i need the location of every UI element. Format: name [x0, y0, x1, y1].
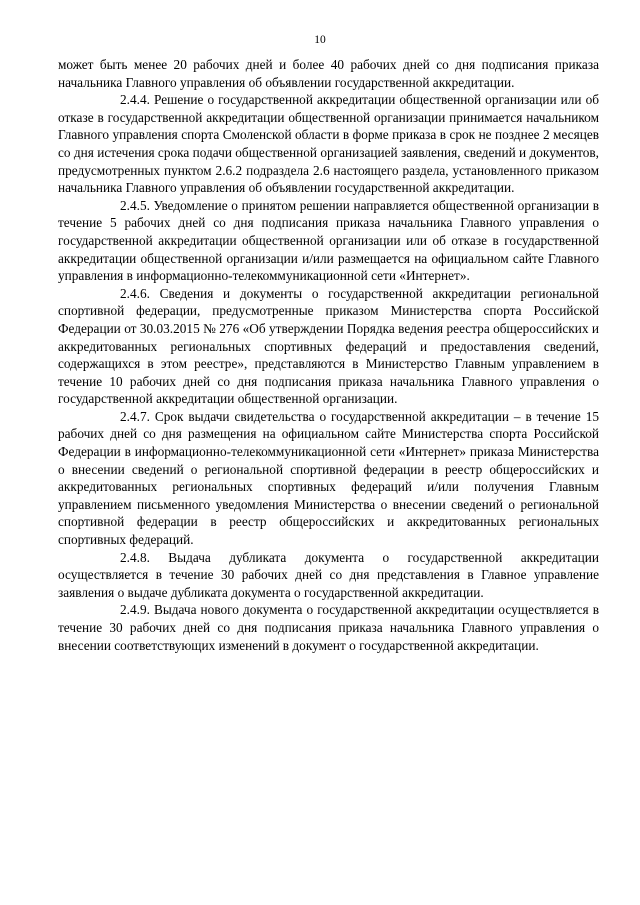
- paragraph-2-4-5: 2.4.5. Уведомление о принятом решении направляется общественной организации в течение 5 рабочих дней со дня подписания приказа начальника Главного управления о государственной аккредитации общественной организации или об отказе в государственной аккредитации общественной организации и/или размещается на официальном сайте Главного управления в информационно-телекоммуникационной сети «Интернет».: [58, 197, 599, 284]
- paragraph-2-4-7: 2.4.7. Срок выдачи свидетельства о государственной аккредитации – в течение 15 рабочих дней со дня размещения на официальном сайте Министерства спорта Российской Федерации в информационно-телекоммуникационной сети «Интернет» приказа Министерства о внесении сведений о региональной спортивной федерации в реестр общероссийских и аккредитованных региональных спортивных федераций и/или получения Главным управлением письменного уведомления Министерства о внесении сведений о региональной спортивной федерации в реестр общероссийских и аккредитованных региональных спортивных федераций.: [58, 408, 599, 548]
- paragraph-2-4-4: 2.4.4. Решение о государственной аккредитации общественной организации или об отказе в государственной аккредитации общественной организации принимается начальником Главного управления спорта Смоленской области в форме приказа в срок не позднее 2 месяцев со дня истечения срока подачи общественной организацией заявления, сведений и документов, предусмотренных пунктом 2.6.2 подраздела 2.6 настоящего раздела, установленного приказом начальника Главного управления об объявлении государственной аккредитации.: [58, 92, 599, 196]
- paragraph-2-4-6: 2.4.6. Сведения и документы о государственной аккредитации региональной спортивной федерации, предусмотренные приказом Министерства спорта Российской Федерации от 30.03.2015 № 276 «Об утверждении Порядка ведения реестра общероссийских и аккредитованных региональных спортивных федераций и предоставления сведений, содержащихся в этом реестре», представляются в Министерство Главным управлением в течение 10 рабочих дней со дня подписания приказа начальника Главного управления о государственной аккредитации общественной организации.: [58, 285, 599, 407]
- paragraph-2-4-9: 2.4.9. Выдача нового документа о государственной аккредитации осуществляется в течение 30 рабочих дней со дня подписания приказа начальника Главного управления о внесении соответствующих изменений в документ о государственной аккредитации.: [58, 602, 599, 653]
- paragraph-2-4-8: 2.4.8. Выдача дубликата документа о государственной аккредитации осуществляется в течение 30 рабочих дней со дня представления в Главное управление заявления о выдаче дубликата документа о государственной аккредитации.: [58, 549, 599, 600]
- page-number: 10: [314, 34, 326, 46]
- paragraph-continuation: может быть менее 20 рабочих дней и более 40 рабочих дней со дня подписания приказа начальника Главного управления об объявлении государственной аккредитации.: [58, 57, 599, 90]
- document-body: [58, 56, 599, 654]
